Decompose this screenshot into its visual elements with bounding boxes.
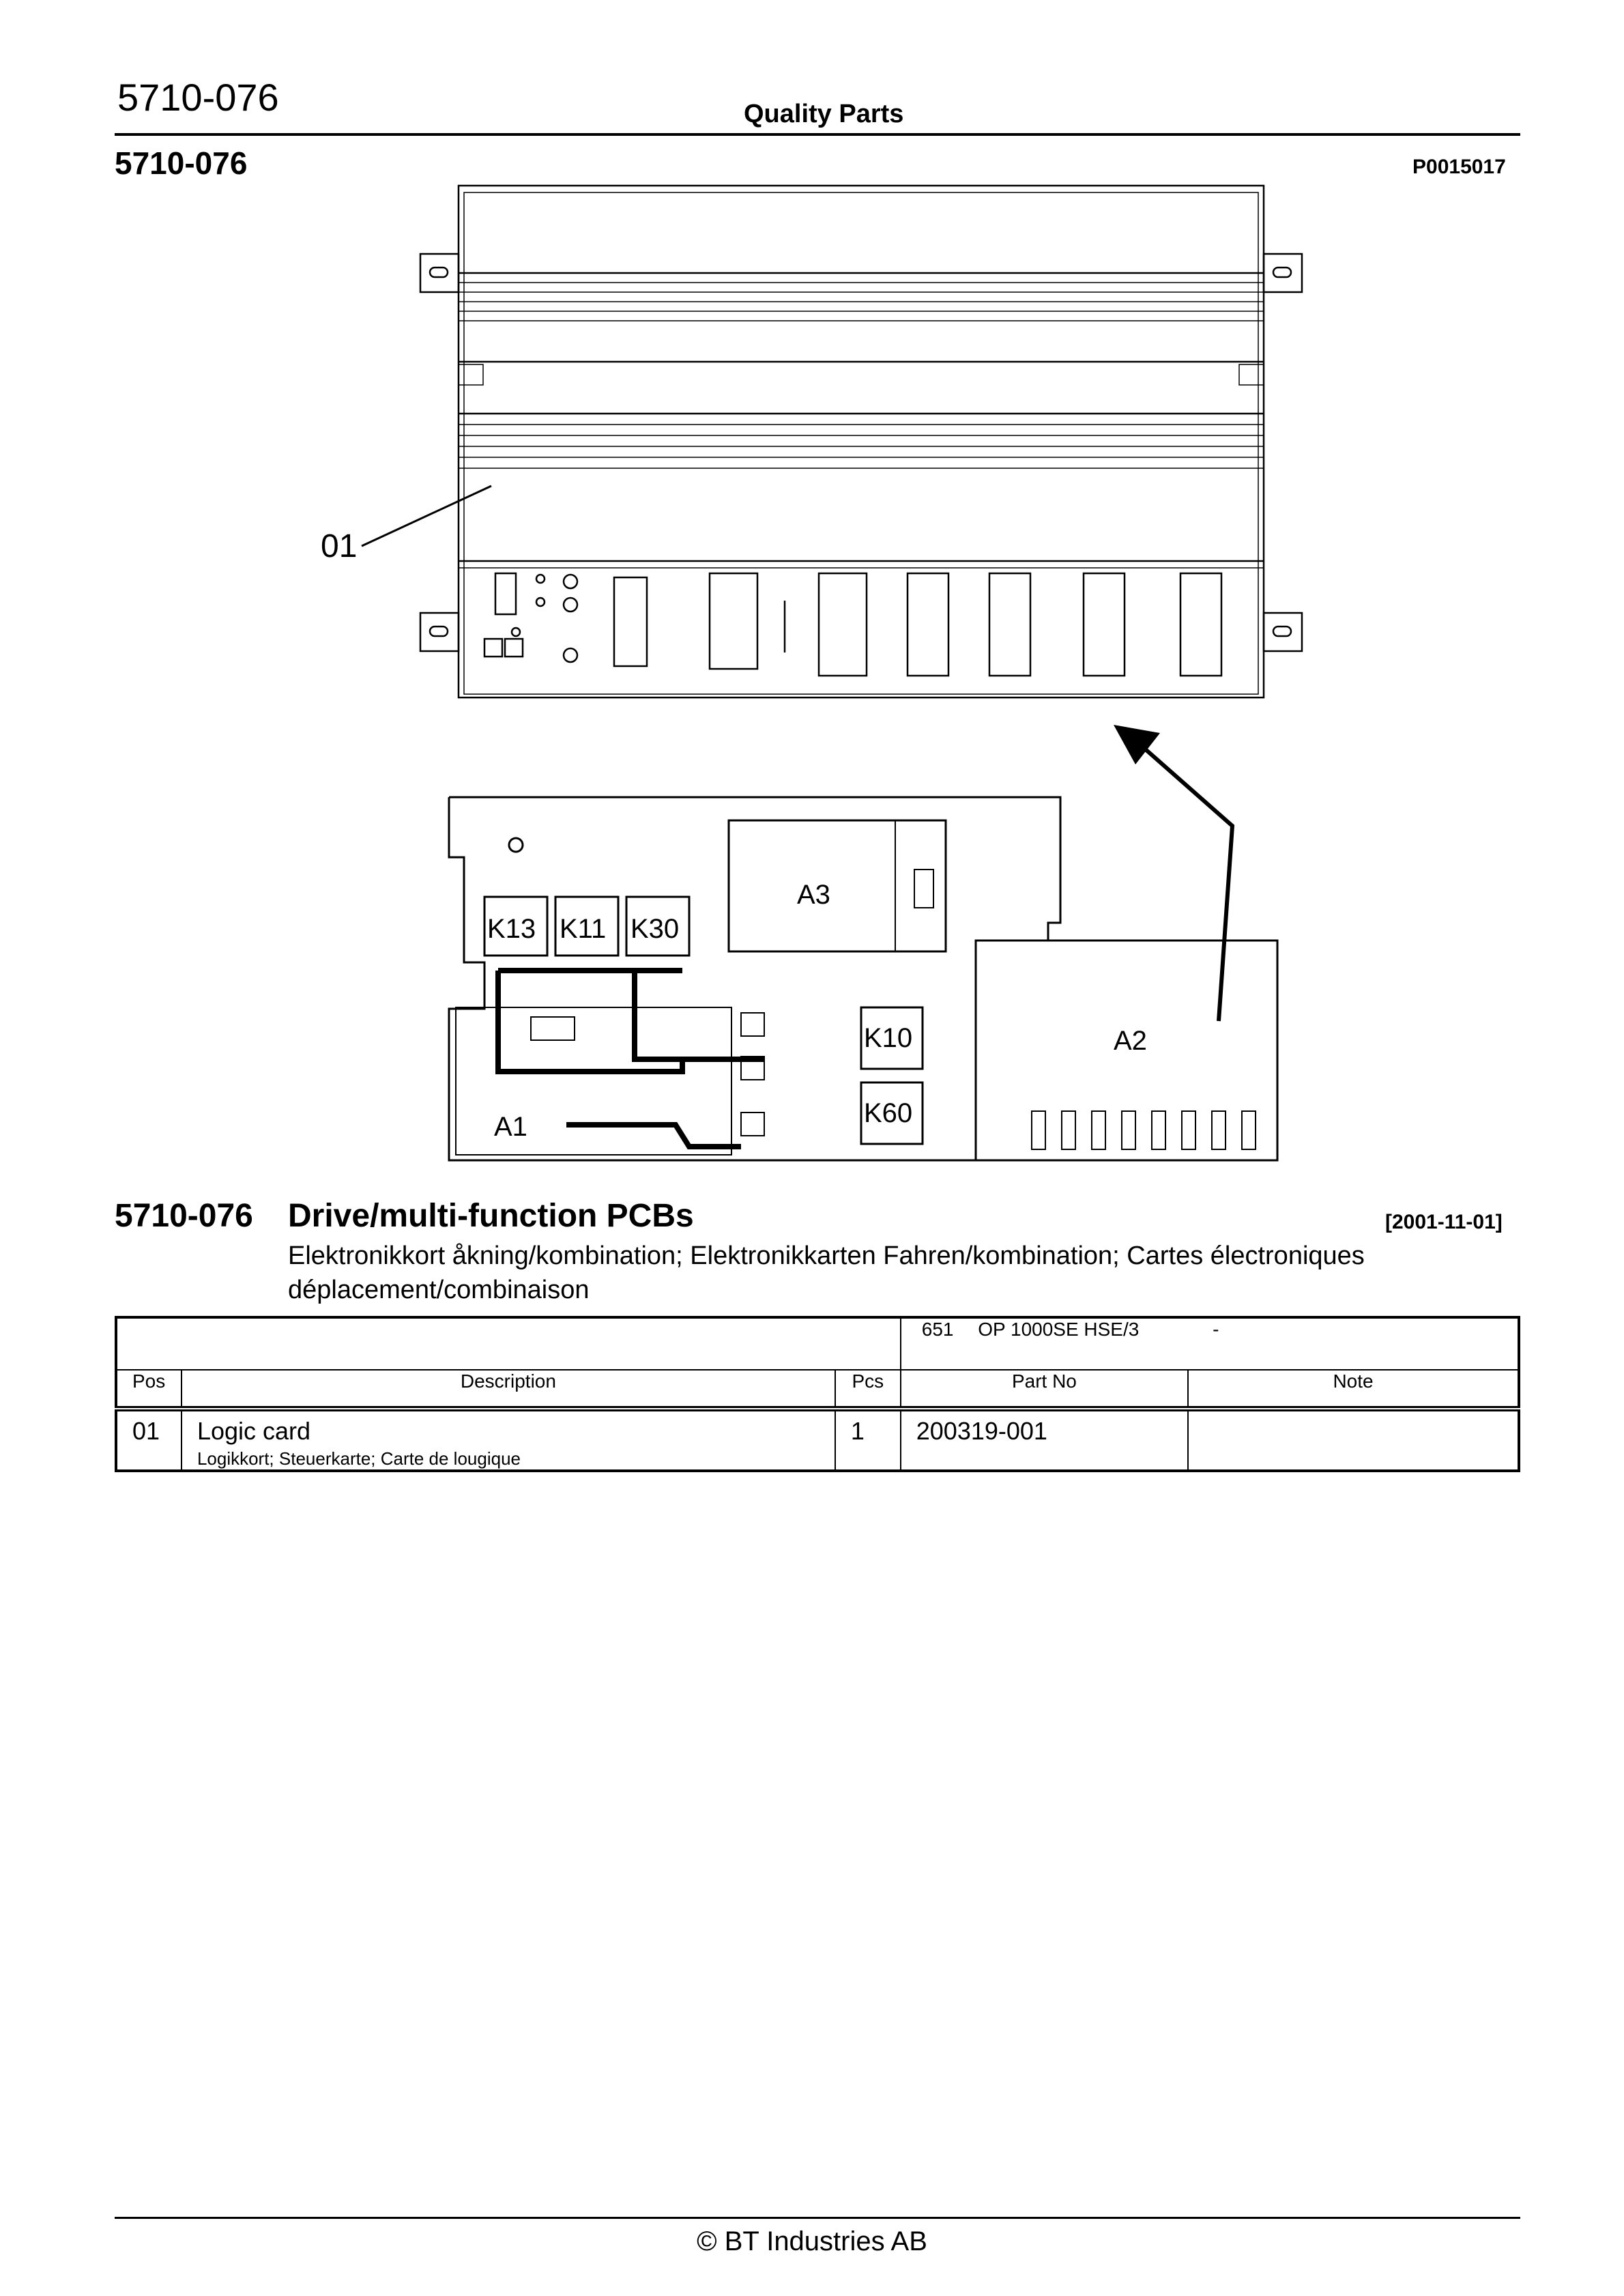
row-pos: 01 [132, 1417, 160, 1445]
model-name: OP 1000SE HSE/3 [978, 1319, 1140, 1340]
group-code: 5710-076 [115, 1198, 253, 1234]
row-note [1189, 1411, 1518, 1417]
column-header-note: Note [1188, 1370, 1519, 1409]
table-header [116, 1370, 1519, 1409]
model-code: 651 [921, 1319, 954, 1340]
copyright: © BT Industries AB [697, 2226, 927, 2256]
group-translations: Elektronikkort åkning/kombination; Elektronikkarten Fahren/kombination; Cartes électroniques déplacement/combinaison [288, 1242, 1365, 1304]
column-header-description: Description [182, 1370, 835, 1409]
model-serial: - [1213, 1319, 1219, 1340]
table-row [116, 1409, 1519, 1471]
component-label-a2: A2 [1114, 1026, 1147, 1056]
section-code: 5710-076 [115, 145, 248, 181]
component-label-a1: A1 [494, 1112, 527, 1142]
component-label-k13: K13 [487, 914, 536, 944]
row-description: Logic card [197, 1417, 311, 1445]
component-label-k11: K11 [560, 914, 607, 944]
item-callout-01: 01 [321, 528, 358, 564]
component-label-k30: K30 [630, 914, 680, 944]
row-part-no: 200319-001 [916, 1417, 1047, 1445]
row-pcs: 1 [850, 1417, 865, 1445]
component-label-k60: K60 [864, 1098, 913, 1128]
component-label-k10: K10 [864, 1023, 913, 1053]
footer-divider [115, 2217, 1520, 2219]
picture-id: P0015017 [1412, 156, 1506, 178]
column-header-part-no: Part No [901, 1370, 1188, 1409]
component-label-a3: A3 [797, 880, 830, 910]
group-title: Drive/multi-function PCBs [288, 1198, 694, 1234]
column-header-pos: Pos [116, 1370, 182, 1409]
parts-table [115, 1316, 1520, 1472]
model-row [116, 1317, 1519, 1370]
model-info [901, 1317, 1519, 1370]
document-title: Quality Parts [744, 100, 904, 128]
column-header-pcs: Pcs [835, 1370, 901, 1409]
page-number: 5710-076 [117, 76, 279, 119]
row-description-translation: Logikkort; Steuerkarte; Carte de lougique [197, 1448, 521, 1469]
group-date: [2001-11-01] [1385, 1211, 1503, 1233]
